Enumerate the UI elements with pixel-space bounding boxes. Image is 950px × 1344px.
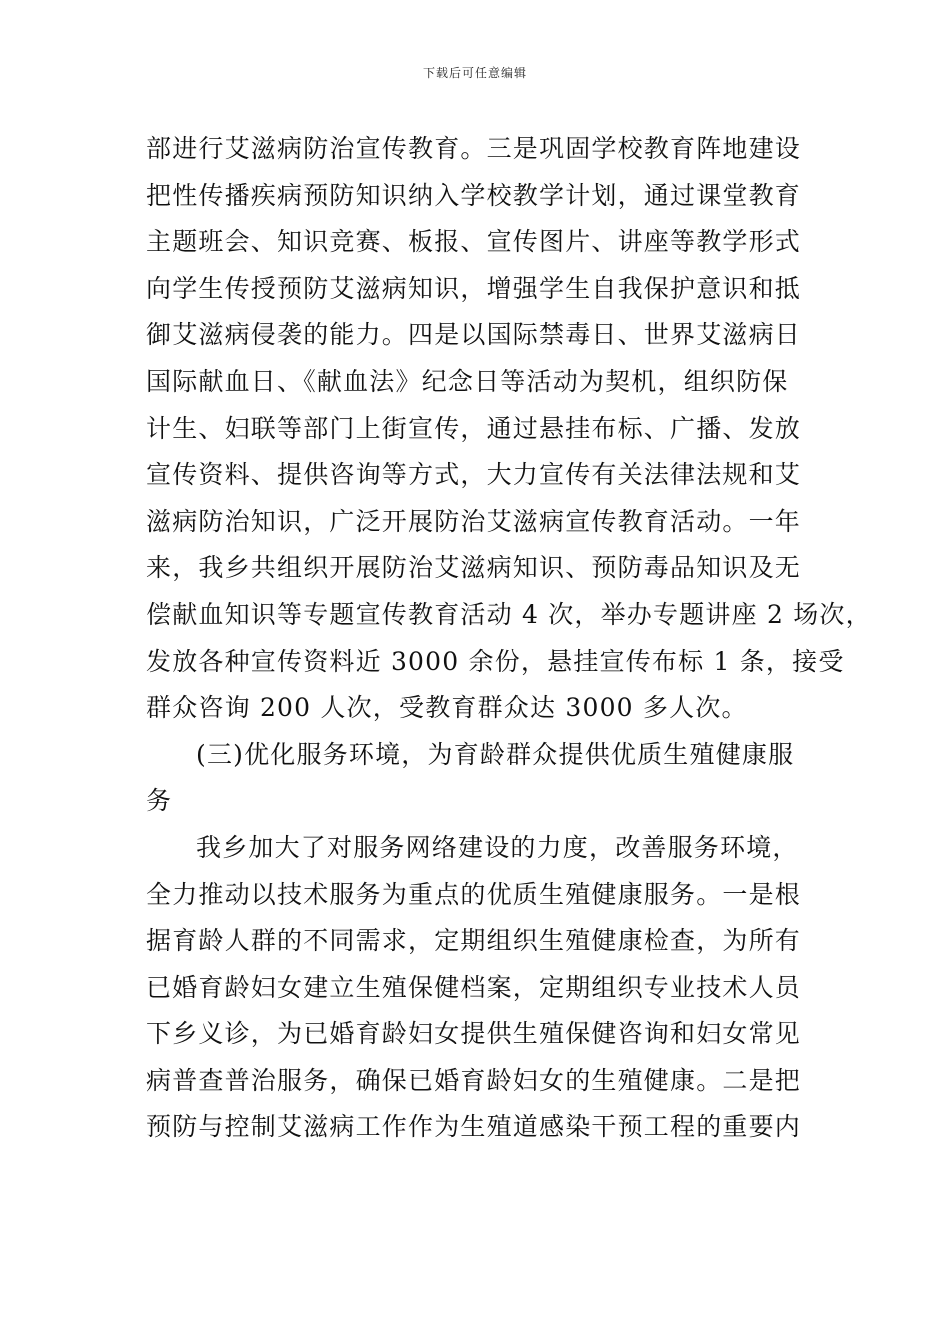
text-line: 向学生传授预防艾滋病知识，增强学生自我保护意识和抵: [146, 273, 802, 303]
text-line: 群众咨询 200 人次，受教育群众达 3000 多人次。: [146, 693, 748, 723]
text-line: 御艾滋病侵袭的能力。四是以国际禁毒日、世界艾滋病日: [146, 320, 802, 350]
text-line: 偿献血知识等专题宣传教育活动 4 次，举办专题讲座 2 场次，: [146, 599, 872, 629]
text-line: 已婚育龄妇女建立生殖保健档案，定期组织专业技术人员: [146, 972, 802, 1002]
text-line: 全力推动以技术服务为重点的优质生殖健康服务。一是根: [146, 879, 802, 909]
text-line: 我乡加大了对服务网络建设的力度，改善服务环境，: [196, 832, 799, 862]
text-line: 计生、妇联等部门上街宣传，通过悬挂布标、广播、发放: [146, 413, 802, 443]
text-line: 据育龄人群的不同需求，定期组织生殖健康检查，为所有: [146, 926, 802, 956]
text-line: 滋病防治知识，广泛开展防治艾滋病宣传教育活动。一年: [146, 506, 802, 536]
text-line: 病普查普治服务，确保已婚育龄妇女的生殖健康。二是把: [146, 1065, 802, 1095]
text-line: 发放各种宣传资料近 3000 余份，悬挂宣传布标 1 条，接受: [146, 646, 845, 676]
text-line: 来，我乡共组织开展防治艾滋病知识、预防毒品知识及无: [146, 553, 802, 583]
page-header: 下载后可任意编辑: [422, 66, 527, 80]
text-line: 部进行艾滋病防治宣传教育。三是巩固学校教育阵地建设: [146, 134, 802, 163]
text-line: 下乡义诊，为已婚育龄妇女提供生殖保健咨询和妇女常见: [146, 1019, 802, 1049]
document-body: [146, 126, 872, 1151]
text-line: 国际献血日、《献血法》纪念日等活动为契机，组织防保: [146, 366, 789, 396]
text-line: 务: [146, 786, 173, 816]
text-line: 主题班会、知识竞赛、板报、宣传图片、讲座等教学形式: [146, 227, 802, 257]
text-line: 把性传播疾病预防知识纳入学校教学计划，通过课堂教育: [146, 180, 802, 210]
text-line: 预防与控制艾滋病工作作为生殖道感染干预工程的重要内: [146, 1112, 802, 1142]
text-line: 宣传资料、提供咨询等方式，大力宣传有关法律法规和艾: [146, 460, 802, 490]
text-line: (三)优化服务环境，为育龄群众提供优质生殖健康服: [196, 739, 795, 769]
